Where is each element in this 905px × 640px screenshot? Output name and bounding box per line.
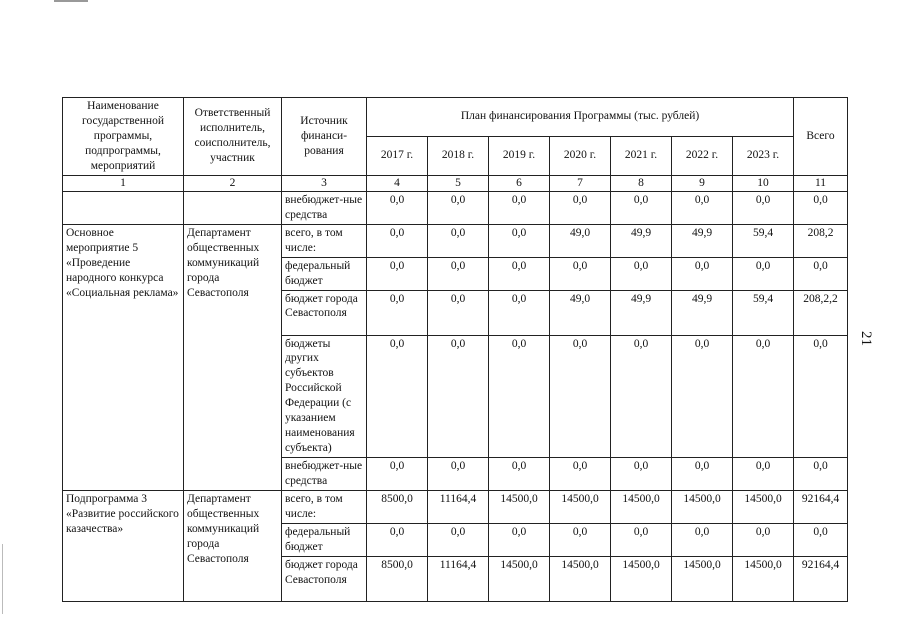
header-total: Всего bbox=[794, 98, 848, 176]
value-cell: 14500,0 bbox=[733, 490, 794, 523]
executor-cell: Департамент общественных коммуникаций города Севастополя bbox=[184, 490, 282, 601]
source-cell: всего, в том числе: bbox=[282, 490, 367, 523]
executor-cell: Департамент общественных коммуникаций города Севастополя bbox=[184, 224, 282, 490]
header-year: 2023 г. bbox=[733, 136, 794, 175]
column-number: 3 bbox=[282, 175, 367, 191]
total-cell: 208,2 bbox=[794, 224, 848, 257]
value-cell: 14500,0 bbox=[550, 490, 611, 523]
value-cell: 49,9 bbox=[672, 290, 733, 335]
total-cell: 0,0 bbox=[794, 523, 848, 556]
value-cell: 0,0 bbox=[611, 257, 672, 290]
total-cell: 0,0 bbox=[794, 191, 848, 224]
value-cell: 0,0 bbox=[611, 458, 672, 491]
value-cell: 0,0 bbox=[489, 290, 550, 335]
value-cell: 0,0 bbox=[672, 257, 733, 290]
value-cell: 0,0 bbox=[550, 523, 611, 556]
source-cell: федеральный бюджет bbox=[282, 523, 367, 556]
source-cell: бюджет города Севастополя bbox=[282, 290, 367, 335]
column-number: 4 bbox=[367, 175, 428, 191]
source-cell: внебюджет-ные средства bbox=[282, 191, 367, 224]
column-number: 2 bbox=[184, 175, 282, 191]
executor-cell bbox=[184, 191, 282, 224]
column-number: 1 bbox=[63, 175, 184, 191]
value-cell: 0,0 bbox=[550, 458, 611, 491]
header-year: 2017 г. bbox=[367, 136, 428, 175]
value-cell: 0,0 bbox=[367, 523, 428, 556]
program-name-cell: Подпрограмма 3 «Развитие российского казачества» bbox=[63, 490, 184, 601]
header-year: 2019 г. bbox=[489, 136, 550, 175]
value-cell: 11164,4 bbox=[428, 556, 489, 601]
value-cell: 0,0 bbox=[550, 257, 611, 290]
value-cell: 0,0 bbox=[428, 458, 489, 491]
total-cell: 0,0 bbox=[794, 335, 848, 458]
value-cell: 0,0 bbox=[611, 523, 672, 556]
value-cell: 0,0 bbox=[367, 257, 428, 290]
value-cell: 0,0 bbox=[489, 523, 550, 556]
header-name: Наименование государственной программы, подпрограммы, мероприятий bbox=[63, 98, 184, 176]
value-cell: 49,9 bbox=[611, 224, 672, 257]
scan-artifact-top bbox=[54, 0, 88, 2]
value-cell: 0,0 bbox=[428, 257, 489, 290]
header-year: 2020 г. bbox=[550, 136, 611, 175]
value-cell: 0,0 bbox=[428, 290, 489, 335]
header-year: 2018 г. bbox=[428, 136, 489, 175]
column-number: 11 bbox=[794, 175, 848, 191]
value-cell: 0,0 bbox=[489, 224, 550, 257]
value-cell: 0,0 bbox=[611, 191, 672, 224]
value-cell: 14500,0 bbox=[489, 556, 550, 601]
value-cell: 8500,0 bbox=[367, 556, 428, 601]
value-cell: 0,0 bbox=[367, 224, 428, 257]
header-year: 2021 г. bbox=[611, 136, 672, 175]
value-cell: 49,9 bbox=[611, 290, 672, 335]
header-source: Источник финанси-рования bbox=[282, 98, 367, 176]
total-cell: 92164,4 bbox=[794, 490, 848, 523]
table-row bbox=[63, 490, 848, 523]
value-cell: 0,0 bbox=[672, 191, 733, 224]
value-cell: 14500,0 bbox=[611, 556, 672, 601]
value-cell: 49,0 bbox=[550, 290, 611, 335]
value-cell: 0,0 bbox=[367, 458, 428, 491]
value-cell: 14500,0 bbox=[672, 556, 733, 601]
value-cell: 0,0 bbox=[428, 191, 489, 224]
table-row bbox=[63, 224, 848, 257]
column-number: 8 bbox=[611, 175, 672, 191]
value-cell: 0,0 bbox=[489, 458, 550, 491]
value-cell: 0,0 bbox=[489, 257, 550, 290]
value-cell: 0,0 bbox=[733, 458, 794, 491]
table-header bbox=[63, 98, 848, 192]
value-cell: 0,0 bbox=[367, 191, 428, 224]
table-row bbox=[63, 191, 848, 224]
value-cell: 14500,0 bbox=[489, 490, 550, 523]
value-cell: 0,0 bbox=[733, 523, 794, 556]
column-number: 10 bbox=[733, 175, 794, 191]
header-plan: План финансирования Программы (тыс. рублей) bbox=[367, 98, 794, 137]
value-cell: 14500,0 bbox=[672, 490, 733, 523]
value-cell: 0,0 bbox=[428, 224, 489, 257]
value-cell: 59,4 bbox=[733, 290, 794, 335]
column-number: 9 bbox=[672, 175, 733, 191]
value-cell: 49,0 bbox=[550, 224, 611, 257]
total-cell: 0,0 bbox=[794, 257, 848, 290]
value-cell: 0,0 bbox=[672, 335, 733, 458]
header-year: 2022 г. bbox=[672, 136, 733, 175]
value-cell: 59,4 bbox=[733, 224, 794, 257]
column-number: 6 bbox=[489, 175, 550, 191]
value-cell: 0,0 bbox=[489, 191, 550, 224]
value-cell: 0,0 bbox=[672, 458, 733, 491]
column-number: 5 bbox=[428, 175, 489, 191]
value-cell: 0,0 bbox=[733, 257, 794, 290]
value-cell: 0,0 bbox=[367, 290, 428, 335]
value-cell: 0,0 bbox=[550, 191, 611, 224]
financing-table bbox=[62, 97, 848, 602]
value-cell: 14500,0 bbox=[611, 490, 672, 523]
source-cell: внебюджет-ные средства bbox=[282, 458, 367, 491]
value-cell: 0,0 bbox=[489, 335, 550, 458]
program-name-cell bbox=[63, 191, 184, 224]
source-cell: всего, в том числе: bbox=[282, 224, 367, 257]
total-cell: 92164,4 bbox=[794, 556, 848, 601]
value-cell: 14500,0 bbox=[733, 556, 794, 601]
total-cell: 208,2,2 bbox=[794, 290, 848, 335]
value-cell: 0,0 bbox=[550, 335, 611, 458]
value-cell: 14500,0 bbox=[550, 556, 611, 601]
program-name-cell: Основное мероприятие 5 «Проведение народного конкурса «Социальная реклама» bbox=[63, 224, 184, 490]
value-cell: 0,0 bbox=[428, 335, 489, 458]
value-cell: 0,0 bbox=[733, 191, 794, 224]
scan-artifact-left bbox=[2, 544, 3, 614]
source-cell: бюджеты других субъектов Российской Федерации (с указанием наименования субъекта) bbox=[282, 335, 367, 458]
page-number: 21 bbox=[858, 331, 874, 346]
header-executor: Ответственный исполнитель, соисполнитель, участник bbox=[184, 98, 282, 176]
source-cell: бюджет города Севастополя bbox=[282, 556, 367, 601]
total-cell: 0,0 bbox=[794, 458, 848, 491]
value-cell: 0,0 bbox=[367, 335, 428, 458]
table-body bbox=[63, 191, 848, 601]
value-cell: 0,0 bbox=[611, 335, 672, 458]
value-cell: 49,9 bbox=[672, 224, 733, 257]
source-cell: федеральный бюджет bbox=[282, 257, 367, 290]
value-cell: 11164,4 bbox=[428, 490, 489, 523]
column-number: 7 bbox=[550, 175, 611, 191]
value-cell: 0,0 bbox=[733, 335, 794, 458]
value-cell: 0,0 bbox=[428, 523, 489, 556]
value-cell: 8500,0 bbox=[367, 490, 428, 523]
value-cell: 0,0 bbox=[672, 523, 733, 556]
